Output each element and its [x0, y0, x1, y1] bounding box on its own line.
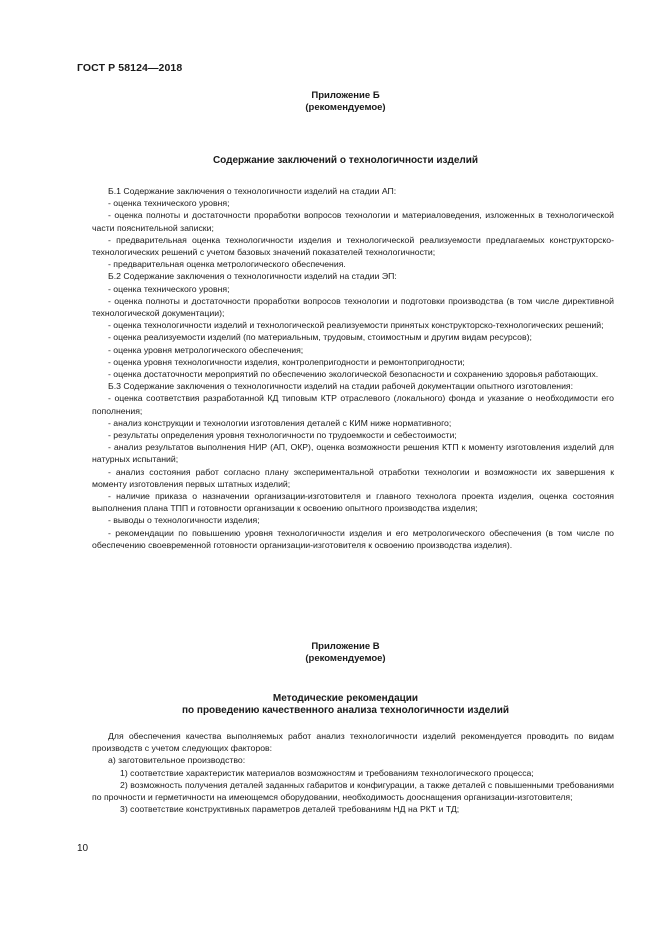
- paragraph: - оценка полноты и достаточности проработки вопросов технологии и подготовки производства (в том числе директивной технологической документации);: [92, 295, 614, 319]
- paragraph: - оценка уровня метрологического обеспечения;: [108, 344, 304, 355]
- annex-v-status: (рекомендуемое): [305, 653, 386, 664]
- paragraph: - оценка достаточности мероприятий по обеспечению экологической безопасности и сохранению здоровья работающих.: [108, 369, 599, 380]
- paragraph: - оценка технологичности изделий и технологической реализуемости принятых конструкторско-технологических решений;: [108, 320, 604, 331]
- paragraph: - оценка уровня технологичности изделия, контролепригодности и ремонтопригодности;: [108, 356, 465, 367]
- paragraph: - оценка соответствия разработанной КД типовым КТР отраслевого (локального) фонда и указание о необходимости его пополнения;: [92, 393, 614, 416]
- paragraph: Б.1 Содержание заключения о технологичности изделий на стадии АП:: [108, 186, 397, 196]
- paragraph: а) заготовительное производство:: [108, 755, 246, 766]
- paragraph: 3) соответствие конструктивных параметров деталей требованиям НД на РКТ и ТД;: [120, 804, 460, 815]
- paragraph: 1) соответствие характеристик материалов возможностям и требованиям технологического процесса;: [120, 767, 534, 778]
- paragraph: - оценка технического уровня;: [108, 198, 230, 209]
- paragraph: - предварительная оценка метрологического обеспечения.: [108, 259, 346, 270]
- paragraph: - анализ состояния работ согласно плану экспериментальной отработки технологии и возможности их завершения к моменту изготовления первых штатных изделий;: [92, 466, 614, 489]
- page-number: 10: [77, 843, 89, 854]
- paragraph: Для обеспечения качества выполняемых работ анализ технологичности изделий рекомендуется проводить по видам производств с учетом следующих факторов:: [92, 731, 614, 754]
- annex-v-heading: [77, 693, 614, 718]
- paragraph: - анализ результатов выполнения НИР (АП, ОКР), оценка возможности решения КТП к моменту изготовления изделий для натурных испытаний;: [92, 442, 614, 465]
- annex-b-label: [77, 90, 614, 114]
- paragraph: - предварительная оценка технологичности изделия и технологической реализуемости предлагаемых конструкторско-технологических решений с учетом базовых значений показателей технологичности;: [92, 234, 614, 258]
- paragraph: - анализ конструкции и технологии изготовления деталей с КИМ ниже нормативного;: [108, 417, 452, 428]
- paragraph: Б.3 Содержание заключения о технологичности изделий на стадии рабочей документации опытного изготовления:: [108, 381, 574, 392]
- annex-v-heading-line2: по проведению качественного анализа технологичности изделий: [181, 705, 510, 717]
- paragraph: - оценка технического уровня;: [108, 283, 230, 294]
- annex-b-body: [92, 185, 614, 551]
- annex-b-status: (рекомендуемое): [305, 102, 386, 113]
- annex-b-title: Приложение Б: [311, 90, 380, 101]
- annex-v-label: [77, 641, 614, 665]
- annex-v-title: Приложение В: [311, 641, 380, 652]
- annex-v-body: [92, 730, 614, 815]
- annex-v-heading-line1: Методические рекомендации: [272, 693, 419, 704]
- paragraph: - оценка полноты и достаточности проработки вопросов технологии и материаловедения, изложенных в технологической части пояснительной записки;: [92, 210, 614, 233]
- paragraph: - выводы о технологичности изделия;: [108, 515, 260, 526]
- paragraph: Б.2 Содержание заключения о технологичности изделий на стадии ЭП:: [108, 271, 397, 282]
- paragraph: - наличие приказа о назначении организации-изготовителя и главного технолога проекта изделия, оценка состояния выполнения плана ТПП и готовности организации к освоению опытного производства изделия;: [92, 491, 614, 514]
- paragraph: - оценка реализуемости изделий (по материальным, трудовым, стоимостным и другим видам ресурсов);: [108, 332, 532, 343]
- annex-b-heading: Содержание заключений о технологичности изделий: [212, 155, 479, 166]
- document-header: ГОСТ Р 58124—2018: [77, 62, 183, 74]
- paragraph: 2) возможность получения деталей заданных габаритов и конфигурации, а также деталей с повышенными требованиями по прочности и герметичности на имеющемся оборудовании, необходимость дооснащения организации-изготовителя;: [92, 779, 614, 803]
- paragraph: - рекомендации по повышению уровня технологичности изделия и его метрологического обеспечения (в том числе по обеспечению своевременной готовности организации-изготовителя к освоению производства изделия).: [92, 527, 614, 550]
- paragraph: - результаты определения уровня технологичности по трудоемкости и себестоимости;: [108, 430, 457, 441]
